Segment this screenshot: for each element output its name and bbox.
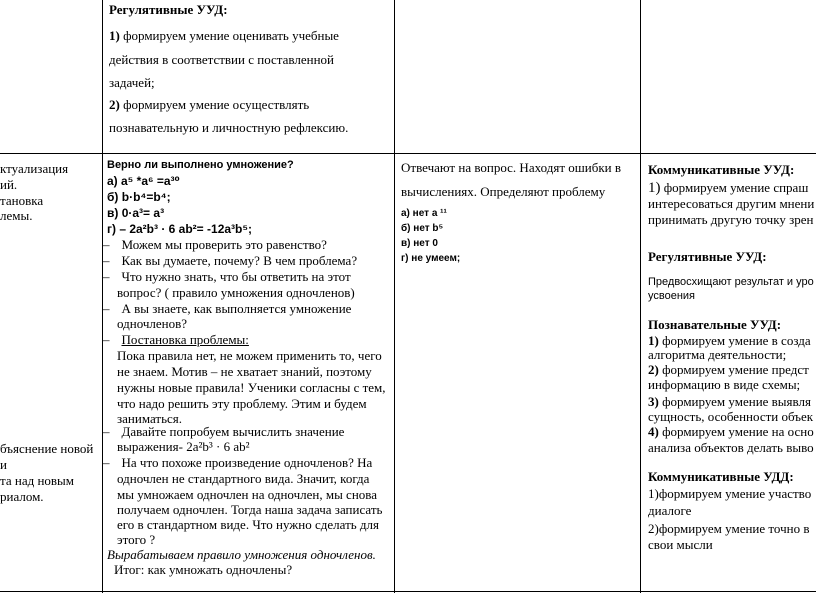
question-5-line: одночлен не стандартного вида. Значит, когда [117, 471, 370, 486]
stage-text: бъяснение новой [0, 441, 94, 456]
question-5-line: получаем одночлен. Тогда наша задача записать [117, 502, 383, 517]
problem-line: не знаем. Мотив – не хватает знаний, поэтому [117, 364, 372, 379]
top-item-2: 2) формируем умение осуществлять [109, 97, 310, 112]
cog-item-4: 4) формируем умение на осно [648, 424, 814, 439]
comm2-line: 2)формируем умение точно в [648, 521, 810, 536]
stage-text: ий. [0, 177, 18, 192]
exercise-c: в) 0·a³= a³ [107, 206, 165, 220]
rule-text: Вырабатываем правило умножения одночленов. [107, 547, 376, 562]
cog-item-line: сущность, особенности объек [648, 409, 814, 424]
students-line: Отвечают на вопрос. Находят ошибки в [401, 160, 621, 175]
stage-text: риалом. [0, 489, 44, 504]
exercise-b: б) b·b⁴=b⁴; [107, 190, 171, 204]
question-5-line: мы умножаем одночлен на одночлен, мы снова [117, 487, 378, 502]
cog-item-line: анализа объектов делать выво [648, 440, 814, 455]
answer-d: г) не умеем; [401, 253, 461, 264]
problem-line: заниматься. [117, 411, 182, 426]
problem-line: нужны новые правила! Ученики согласны с тем, [117, 380, 386, 395]
comm2-line: 1)формируем умение участво [648, 486, 812, 501]
question-4: – А вы знаете, как выполняется умножение [103, 301, 352, 316]
summary-text: Итог: как умножать одночлены? [114, 562, 293, 577]
question-5-line: этого ? [117, 532, 156, 547]
comm2-heading: Коммуникативные УДД: [648, 469, 794, 484]
vline-left [102, 0, 103, 593]
cog-item-line: алгоритма деятельности; [648, 347, 787, 362]
exercise-a: а) a⁵ *a⁶ =a³⁰ [107, 174, 180, 188]
cog-item-line: информацию в виде схемы; [648, 377, 801, 392]
exercise-d: г) – 2a²b³ · 6 ab²= -12a³b⁵; [107, 222, 252, 236]
comm-heading: Коммуникативные УУД: [648, 162, 795, 177]
question-3-line: вопрос? ( правило умножения одночленов) [117, 285, 355, 300]
comm2-line: диалоге [648, 503, 692, 518]
answer-b: б) нет b⁵ [401, 223, 444, 234]
try-expression: – Давайте попробуем вычислить значение [103, 424, 345, 439]
cog-heading: Познавательные УУД: [648, 317, 782, 332]
comm-item-line: принимать другую точку зрен [648, 212, 814, 227]
stage-text: тановка [0, 193, 44, 208]
top-item-1-line: действия в соответствии с поставленной [109, 52, 334, 67]
problem-line: что надо решить эту проблему. Этим и будем [117, 396, 367, 411]
question-5-line: его в стандартном виде. Что нужно сделать для [117, 517, 380, 532]
cog-item-3: 3) формируем умение выявля [648, 394, 811, 409]
top-item-1: 1) формируем умение оценивать учебные [109, 28, 339, 43]
cog-item-2: 2) формируем умение предст [648, 362, 809, 377]
question-1: – Можем мы проверить это равенство? [103, 237, 327, 252]
problem-title: – Постановка проблемы: [103, 332, 249, 347]
question-4-line: одночленов? [117, 316, 188, 331]
vline-mid [394, 0, 395, 593]
hline-bottom [0, 591, 816, 592]
reg-line: Предвосхищают результат и уро [648, 276, 814, 288]
stage-text: лемы. [0, 208, 33, 223]
reg-line: усвоения [648, 290, 696, 302]
question-2: – Как вы думаете, почему? В чем проблема? [103, 253, 358, 268]
answer-c: в) нет 0 [401, 238, 438, 249]
question-title: Верно ли выполнено умножение? [107, 159, 294, 171]
students-line: вычислениях. Определяют проблему [401, 184, 606, 199]
top-heading: Регулятивные УУД: [109, 2, 228, 17]
answer-a: а) нет а ¹¹ [401, 208, 447, 219]
vline-right [640, 0, 641, 593]
reg-heading: Регулятивные УУД: [648, 249, 767, 264]
top-item-1-line: задачей; [109, 75, 155, 90]
top-item-2-line: познавательную и личностную рефлексию. [109, 120, 349, 135]
question-3: – Что нужно знать, что бы ответить на этот [103, 269, 351, 284]
stage-text: ктуализация [0, 161, 69, 176]
comm2-line: свои мысли [648, 537, 713, 552]
stage-text: та над новым [0, 473, 75, 488]
stage-text: и [0, 457, 7, 472]
problem-line: Пока правила нет, не можем применить то, чего [117, 348, 382, 363]
question-5: – На что похоже произведение одночленов? На [103, 455, 373, 470]
hline-row [0, 153, 816, 154]
comm-item-line: интересоваться другим мнени [648, 196, 815, 211]
comm-item: 1) формируем умение спраш [648, 180, 809, 196]
cog-item-1: 1) формируем умение в созда [648, 333, 811, 348]
try-expression-line: выражения- 2a²b³ · 6 ab² [117, 439, 250, 454]
